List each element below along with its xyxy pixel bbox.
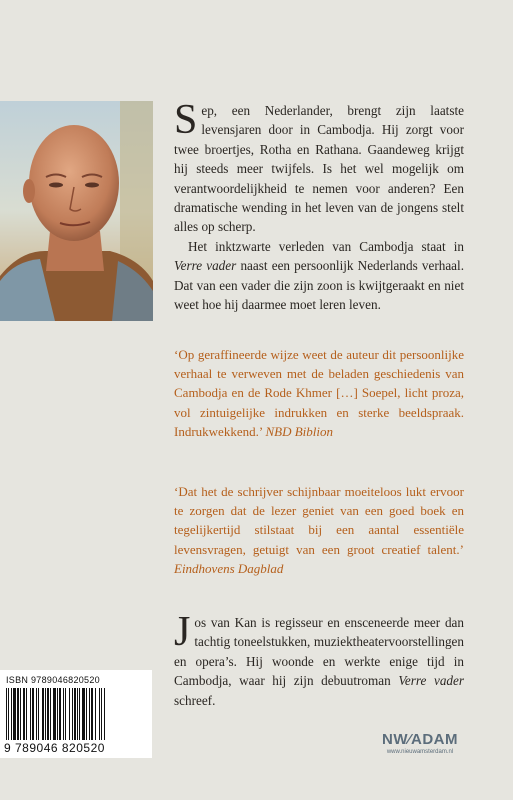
barcode-bar <box>91 688 93 740</box>
barcode-bar <box>74 688 76 740</box>
barcode-bar <box>89 688 90 740</box>
book-title: Verre vader <box>398 673 464 689</box>
quote-text: ‘Op geraffineerde wijze weet de auteur dit persoonlijke verhaal te verweven met de beladen geschiedenis van Cambodja en de Rode Khmer […] Soepel, licht proza, vol zintuigelijke indrukken en sterke beeldspraak. Indrukwekkend.’ <box>174 347 464 439</box>
barcode-bar <box>50 688 51 740</box>
publisher-logo <box>380 732 460 756</box>
book-title: Verre vader <box>174 258 237 274</box>
barcode-bar <box>63 688 64 740</box>
barcode-bar <box>82 688 85 740</box>
author-photo <box>0 101 153 321</box>
barcode-bar <box>101 688 102 740</box>
barcode-bar <box>6 688 7 740</box>
quote-source: NBD Biblion <box>265 423 333 439</box>
review-quote-2 <box>174 482 464 578</box>
barcode-bar <box>13 688 16 740</box>
author-portrait-icon <box>0 101 153 321</box>
barcode-bar <box>104 688 105 740</box>
quote-text: ‘Dat het de schrijver schijnbaar moeiteloos lukt ervoor te zorgen dat de lezer geniet van een goed boek en tegelijkertijd stilstaat bij een aantal essentiële levensvragen, getuigt van een groot creatief talent.’ <box>174 484 464 557</box>
barcode-bar <box>53 688 56 740</box>
barcode-bar <box>72 688 73 740</box>
barcode-bar <box>57 688 58 740</box>
synopsis-paragraph-1 <box>174 97 464 237</box>
barcode-bar <box>42 688 44 740</box>
bio-text: os van Kan is regisseur en ensceneerde meer dan tachtig toneelstukken, muziektheatervoorstellingen en opera’s. Hij woonde en werkte enige tijd in Cambodja, waar hij zijn debuutroman <box>174 615 464 689</box>
barcode-bar <box>36 688 37 740</box>
barcode-bar <box>30 688 31 740</box>
publisher-url: www.nieuwamsterdam.nl <box>386 749 454 755</box>
synopsis-text: Het inktzwarte verleden van Cambodja staat in <box>188 238 464 254</box>
synopsis-paragraph-2 <box>174 237 464 315</box>
barcode-bar <box>11 688 12 740</box>
barcode-bar <box>95 688 96 740</box>
quote-source: Eindhovens Dagblad <box>174 560 284 576</box>
barcode-bar <box>8 688 9 740</box>
barcode-bar <box>23 688 25 740</box>
publisher-name: NW⁄ADAM <box>382 731 458 748</box>
synopsis <box>174 97 464 314</box>
barcode-bar <box>47 688 49 740</box>
barcode-bar <box>59 688 61 740</box>
barcode-icon <box>6 688 146 740</box>
barcode-bar <box>86 688 87 740</box>
barcode-bar <box>69 688 70 740</box>
barcode-bar <box>79 688 80 740</box>
barcode-bar <box>99 688 100 740</box>
drop-cap: J <box>174 609 191 655</box>
isbn-digits: 9 789046 820520 <box>4 741 105 755</box>
barcode-bar <box>65 688 66 740</box>
isbn-label: ISBN 9789046820520 <box>6 675 100 685</box>
author-bio <box>174 609 464 710</box>
barcode-bar <box>26 688 27 740</box>
barcode-bar <box>45 688 46 740</box>
isbn-barcode <box>0 670 152 758</box>
barcode-bar <box>20 688 21 740</box>
drop-cap: S <box>174 97 198 143</box>
barcode-bar <box>38 688 39 740</box>
synopsis-text: ep, een Nederlander, brengt zijn laatste levensjaren door in Cambodja. Hij zorgt voor twee broertjes, Rotha en Rathana. Gaandeweg krijgt hij steeds meer twijfels. Is het wel mogelijk om verantwoordelijkheid te nemen voor anderen? Een dramatische wending in het leven van de jongens stelt alles op scherp. <box>174 103 464 235</box>
synopsis-text: naast een persoonlijk Nederlands verhaal. Dat van een vader die zijn zoon is kwijtgeraakt en niet weet hoe hij daarmee moet leren leven. <box>174 258 464 313</box>
review-quote-1 <box>174 345 464 441</box>
barcode-bar <box>32 688 34 740</box>
barcode-bar <box>17 688 19 740</box>
barcode-bar <box>77 688 78 740</box>
bio-text: schreef. <box>174 692 216 708</box>
